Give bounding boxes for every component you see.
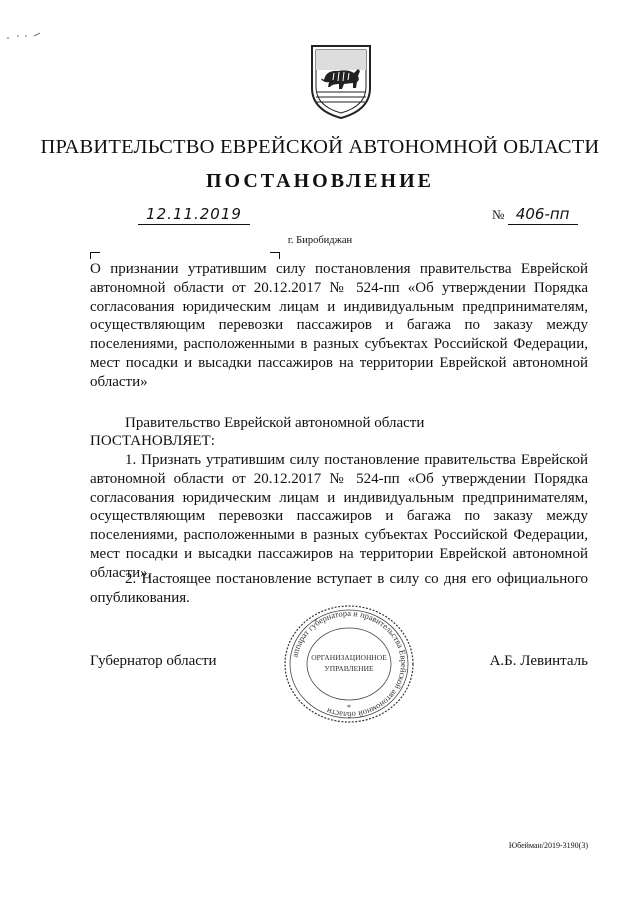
signatory-position: Губернатор области [90, 653, 217, 669]
document-number-block [492, 204, 588, 225]
stamp-ring-text: аппарат губернатора и правительства Еврейской автономной области [289, 607, 410, 721]
official-stamp [280, 602, 418, 726]
signatory-name: А.Б. Левинталь [489, 653, 588, 669]
stamp-star-icon: * [347, 703, 351, 712]
document-subject: О признании утратившим силу постановления правительства Еврейской автономной области от 20.12.2017 № 524-пп «Об утверждении Порядка согласования юридическим лицам и индивидуальным предпринимателям, осуществляющим перевозки пассажиров и багажа по заказу между поселениями, расположенными в разных субъектах Российской Федерации, мест посадки и высадки пассажиров на территории Еврейской автономной области» [90, 261, 588, 390]
scan-specks [4, 30, 44, 42]
stamp-center-line-2: УПРАВЛЕНИЕ [324, 664, 374, 673]
city-name: г. Биробиджан [287, 235, 353, 246]
clause-1: 1. Признать утратившим силу постановление правительства Еврейской автономной области от 20.12.2017 № 524-пп «Об утверждении Порядка согласования юридическим лицам и индивидуальным предпринимателям, осуществляющим перевозки пассажиров и багажа по заказу между поселениями, расположенными в разных субъектах Российской Федерации, мест посадки и высадки пассажиров на территории Еврейской автономной области». [90, 452, 588, 581]
number-sign: № [492, 207, 505, 222]
subject-corner-right [270, 252, 280, 259]
coat-of-arms-icon [308, 40, 374, 122]
clause-2: 2. Настоящее постановление вступает в силу со дня его официального опубликования. [90, 571, 588, 606]
document-number: 406-пп [508, 204, 578, 225]
footer-registration-code: Юбейман/2019-3190(3) [508, 841, 588, 850]
document-type-heading: ПОСТАНОВЛЕНИЕ [206, 170, 434, 192]
preamble-government: Правительство Еврейской автономной области [125, 415, 425, 431]
preamble-resolves: ПОСТАНОВЛЯЕТ: [90, 433, 215, 449]
stamp-center-line-1: ОРГАНИЗАЦИОННОЕ [311, 653, 387, 662]
document-date: 12.11.2019 [138, 204, 250, 225]
government-title: ПРАВИТЕЛЬСТВО ЕВРЕЙСКОЙ АВТОНОМНОЙ ОБЛАСТИ [40, 136, 600, 158]
subject-corner-left [90, 252, 100, 259]
